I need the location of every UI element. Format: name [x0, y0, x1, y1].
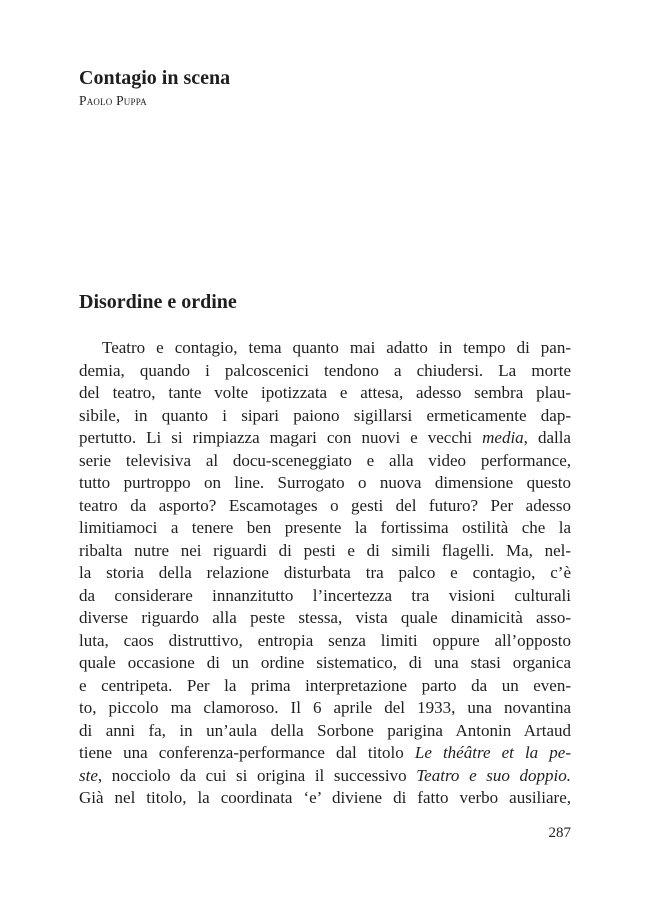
text-line: luta, caos distruttivo, entropia senza limiti oppure all’opposto — [79, 630, 571, 650]
text-line: Già nel titolo, la coordinata ‘e’ diviene di fatto verbo ausiliare, — [79, 788, 571, 807]
text-line: demia, quando i palcoscenici tendono a chiudersi. La morte — [79, 360, 571, 380]
author-name: Paolo Puppa — [79, 93, 147, 108]
text-line: la storia della relazione disturbata tra palco e contagio, c’è — [79, 563, 571, 582]
text-line — [79, 427, 571, 450]
italic-title: ste — [79, 765, 98, 785]
italic-term: media — [482, 428, 524, 447]
page-number: 287 — [548, 825, 571, 841]
text-line: diverse riguardo alla peste stessa, vista quale dinamicità asso- — [79, 608, 571, 627]
text-line: sibile, in quanto i sipari paiono sigillarsi ermeticamente dap- — [79, 405, 571, 425]
text-line: limitiamoci a tenere ben presente la fortissima ostilità che la — [79, 518, 571, 537]
text-line: del teatro, tante volte ipotizzata e attesa, adesso sembra plau- — [79, 383, 571, 402]
text-line — [79, 742, 571, 765]
text-line: Teatro e contagio, tema quanto mai adatto in tempo di pan- — [102, 338, 571, 357]
body-paragraph — [79, 337, 571, 810]
text-line: di anni fa, in un’aula della Sorbone parigina Antonin Artaud — [79, 720, 571, 740]
text-line: quale occasione di un ordine sistematico, di una stasi organica — [79, 653, 571, 672]
text-line: e centripeta. Per la prima interpretazione parto da un even- — [79, 675, 571, 695]
text-line: ribalta nutre nei riguardi di pesti e di simili flagelli. Ma, nel- — [79, 540, 571, 560]
text-line: teatro da asporto? Escamotages o gesti del futuro? Per adesso — [79, 495, 571, 515]
italic-title: Teatro e suo doppio. — [416, 765, 571, 785]
article-title: Contagio in scena — [79, 67, 231, 89]
text-line: to, piccolo ma clamoroso. Il 6 aprile del 1933, una novantina — [79, 698, 571, 717]
italic-title: Le théâtre et la pe- — [414, 743, 571, 762]
section-heading: Disordine e ordine — [79, 291, 237, 313]
text-line: serie televisiva al docu-sceneggiato e alla video performance, — [79, 450, 571, 470]
text-line: da considerare innanzitutto l’incertezza tra visioni culturali — [79, 585, 571, 605]
text-segment: , nocciolo da cui si origina il successivo — [97, 765, 417, 785]
text-segment: tiene una conferenza-performance dal titolo — [79, 743, 415, 762]
text-segment: , dalla — [523, 428, 571, 447]
text-line: tutto purtroppo on line. Surrogato o nuova dimensione questo — [79, 473, 571, 492]
text-segment: pertutto. Li si rimpiazza magari con nuovi e vecchi — [79, 428, 483, 447]
text-line — [79, 765, 571, 788]
